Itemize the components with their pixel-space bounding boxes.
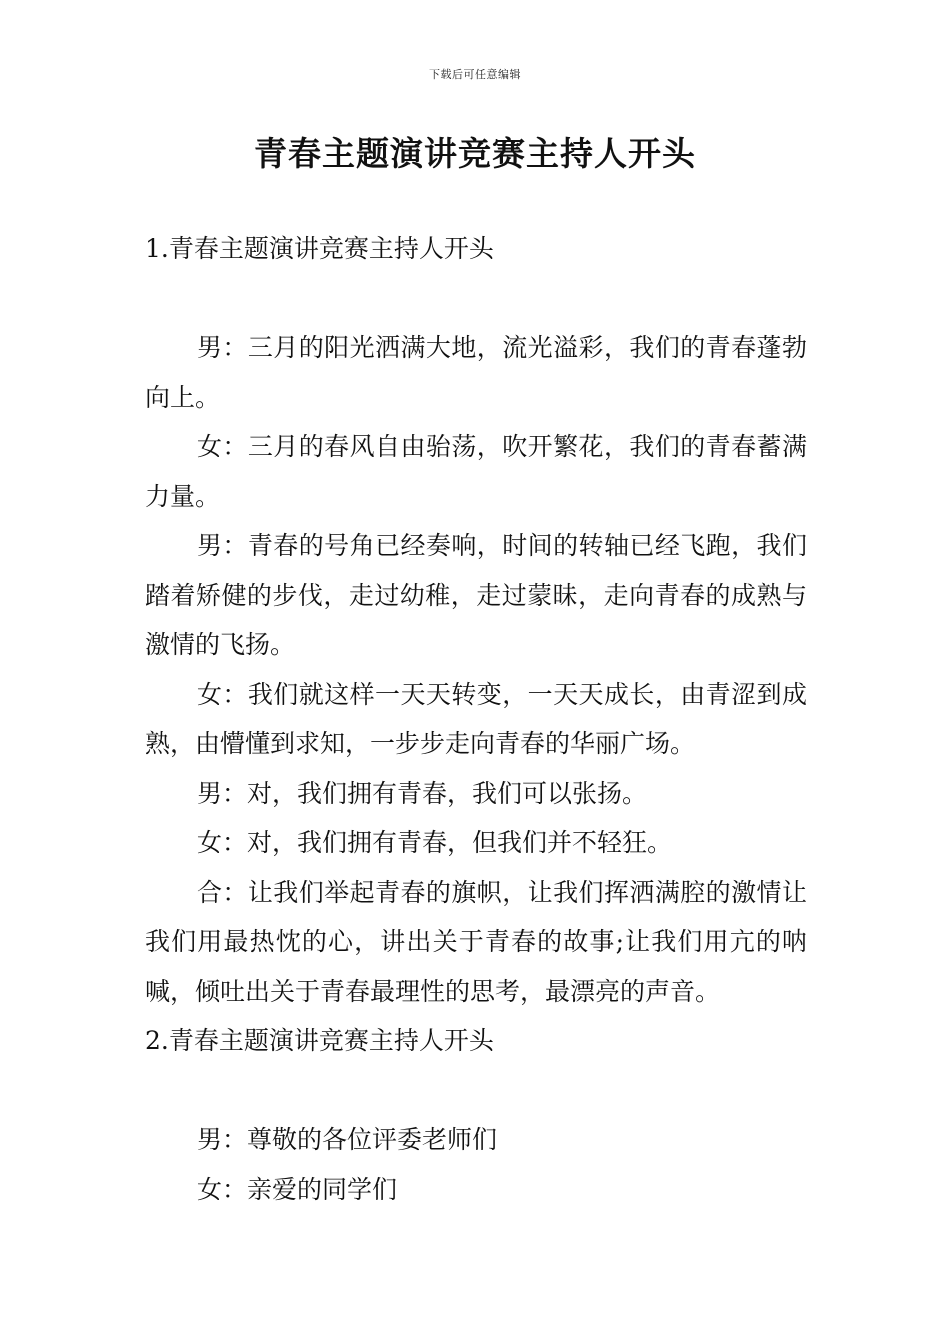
blank-line	[145, 274, 807, 324]
paragraph: 男：青春的号角已经奏响，时间的转轴已经飞跑，我们踏着矫健的步伐，走过幼稚，走过蒙昧，走向青春的成熟与激情的飞扬。	[145, 531, 807, 659]
paragraph: 男：对，我们拥有青春，我们可以张扬。	[197, 778, 648, 808]
document-title: 青春主题演讲竞赛主持人开头	[254, 134, 696, 173]
paragraph: 合：让我们举起青春的旗帜，让我们挥洒满腔的激情让我们用最热忱的心，讲出关于青春的故事;让我们用亢的呐喊，倾吐出关于青春最理性的思考，最漂亮的声音。	[145, 877, 807, 1006]
paragraph: 女：我们就这样一天天转变，一天天成长，由青涩到成熟，由懵懂到求知，一步步走向青春的华丽广场。	[145, 679, 807, 758]
paragraph: 男：尊敬的各位评委老师们	[197, 1125, 498, 1154]
section-heading: 2.青春主题演讲竞赛主持人开头	[145, 1026, 494, 1055]
paragraph: 女：亲爱的同学们	[197, 1174, 398, 1204]
document-body	[145, 224, 807, 1214]
paragraph: 男：三月的阳光洒满大地，流光溢彩，我们的青春蓬勃向上。	[145, 333, 807, 412]
paragraph: 女：对，我们拥有青春，但我们并不轻狂。	[197, 828, 673, 857]
paragraph: 女：三月的春风自由骀荡，吹开繁花，我们的青春蓄满力量。	[145, 432, 807, 511]
header-note: 下载后可任意编辑	[429, 68, 521, 81]
blank-line	[145, 1066, 807, 1116]
section-heading: 1.青春主题演讲竞赛主持人开头	[145, 234, 494, 263]
